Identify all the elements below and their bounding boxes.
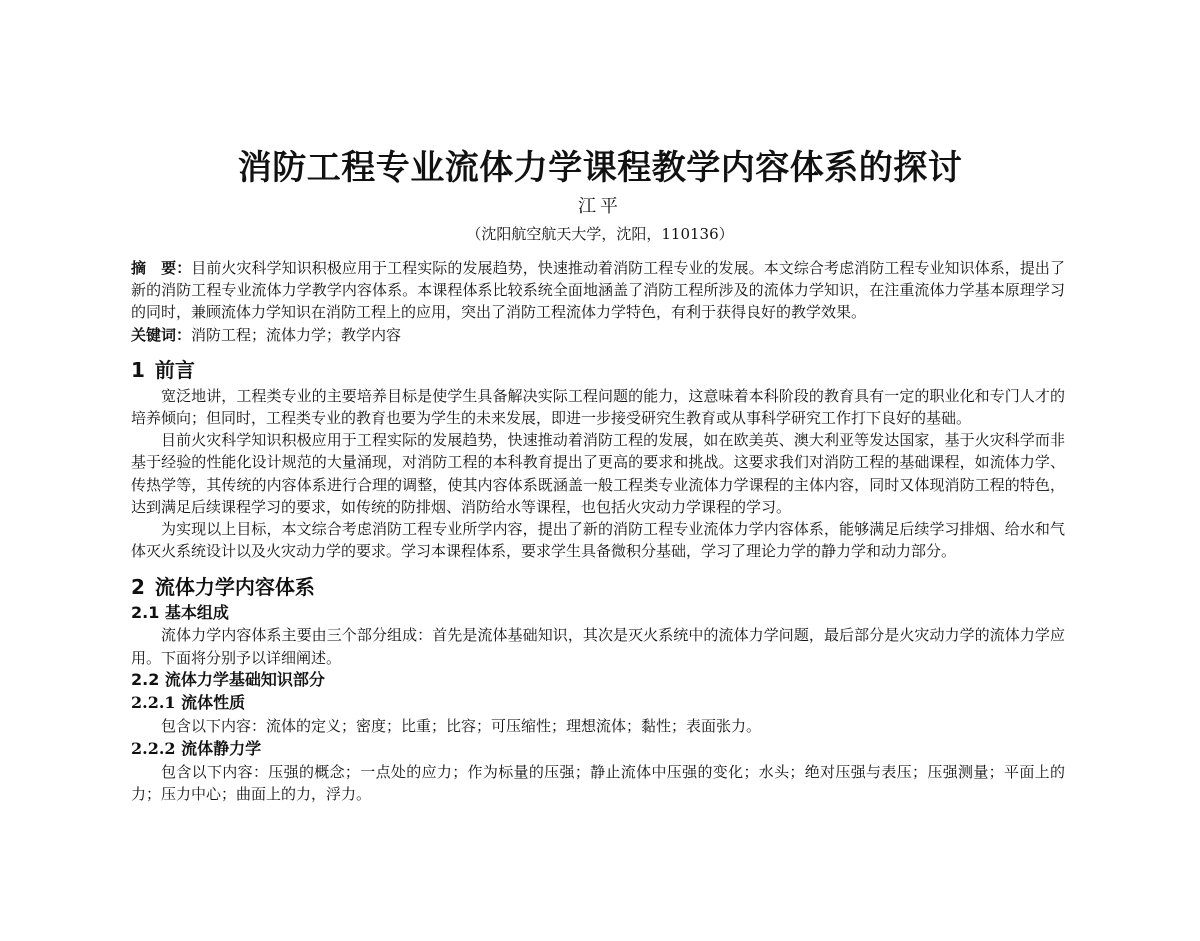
- section-1-title: 前言: [154, 357, 195, 382]
- keywords-label: 关键词：: [131, 325, 192, 344]
- section-2-2-1-paragraph: 包含以下内容：流体的定义；密度；比重；比容；可压缩性；理想流体；黏性；表面张力。: [161, 716, 762, 735]
- section-2-2-heading: 2.2 流体力学基础知识部分: [131, 669, 325, 689]
- section-1-heading: [131, 355, 1065, 385]
- section-2-title: 流体力学内容体系: [154, 575, 315, 600]
- paper-body: [131, 257, 1065, 805]
- section-2-heading: [131, 572, 1065, 602]
- section-2-1-paragraph: 流体力学内容体系主要由三个部分组成：首先是流体基础知识，其次是灭火系统中的流体力学问题，最后部分是火灾动力学的流体力学应用。下面将分别予以详细阐述。: [131, 626, 1065, 667]
- section-2-number: 2: [131, 575, 145, 600]
- section-1-paragraph-2: 目前火灾科学知识积极应用于工程实际的发展趋势，快速推动着消防工程的发展，如在欧美英、澳大利亚等发达国家，基于火灾科学而非基于经验的性能化设计规范的大量涌现，对消防工程的本科教育提出了更高的要求和挑战。这要求我们对消防工程的基础课程，如流体力学、传热学等，其传统的内容体系进行合理的调整，使其内容体系既涵盖一般工程类专业流体力学课程的主体内容，同时又体现消防工程的特色，达到满足后续课程学习的要求，如传统的防排烟、消防给水等课程，也包括火灾动力学课程的学习。: [131, 431, 1065, 516]
- abstract-text: 目前火灾科学知识积极应用于工程实际的发展趋势，快速推动着消防工程专业的发展。本文综合考虑消防工程专业知识体系，提出了新的消防工程专业流体力学教学内容体系。本课程体系比较系统全面地涵盖了消防工程所涉及的流体力学知识，在注重流体力学基本原理学习的同时，兼顾流体力学知识在消防工程上的应用，突出了消防工程流体力学特色，有利于获得良好的教学效果。: [131, 259, 1065, 322]
- author-affiliation: （沈阳航空航天大学，沈阳，110136）: [466, 225, 734, 243]
- section-1-number: 1: [131, 357, 145, 382]
- section-2-2-2-heading: 2.2.2 流体静力学: [131, 739, 262, 759]
- section-2-2-1-heading: 2.2.1 流体性质: [131, 692, 246, 712]
- section-1-paragraph-3: 为实现以上目标，本文综合考虑消防工程专业所学内容，提出了新的消防工程专业流体力学内容体系，能够满足后续学习排烟、给水和气体灭火系统设计以及火灾动力学的要求。学习本课程体系，要求学生具备微积分基础，学习了理论力学的静力学和动力部分。: [131, 520, 1065, 561]
- section-2-2-2-paragraph: 包含以下内容：压强的概念；一点处的应力；作为标量的压强；静止流体中压强的变化；水头；绝对压强与表压；压强测量；平面上的力；压力中心；曲面上的力，浮力。: [131, 763, 1065, 804]
- abstract-label: 摘 要：: [131, 259, 192, 277]
- paper-title: 消防工程专业流体力学课程教学内容体系的探讨: [237, 148, 963, 188]
- section-2-1-heading: 2.1 基本组成: [131, 603, 229, 623]
- author-name: 江平: [578, 196, 622, 217]
- abstract: [131, 257, 1065, 324]
- keywords-text: 消防工程；流体力学；教学内容: [191, 325, 402, 344]
- section-1-paragraph-1: 宽泛地讲，工程类专业的主要培养目标是使学生具备解决实际工程问题的能力，这意味着本科阶段的教育具有一定的职业化和专门人才的培养倾向；但同时，工程类专业的教育也要为学生的未来发展，即进一步接受研究生教育或从事科学研究工作打下良好的基础。: [131, 386, 1065, 428]
- keywords: [131, 324, 1065, 346]
